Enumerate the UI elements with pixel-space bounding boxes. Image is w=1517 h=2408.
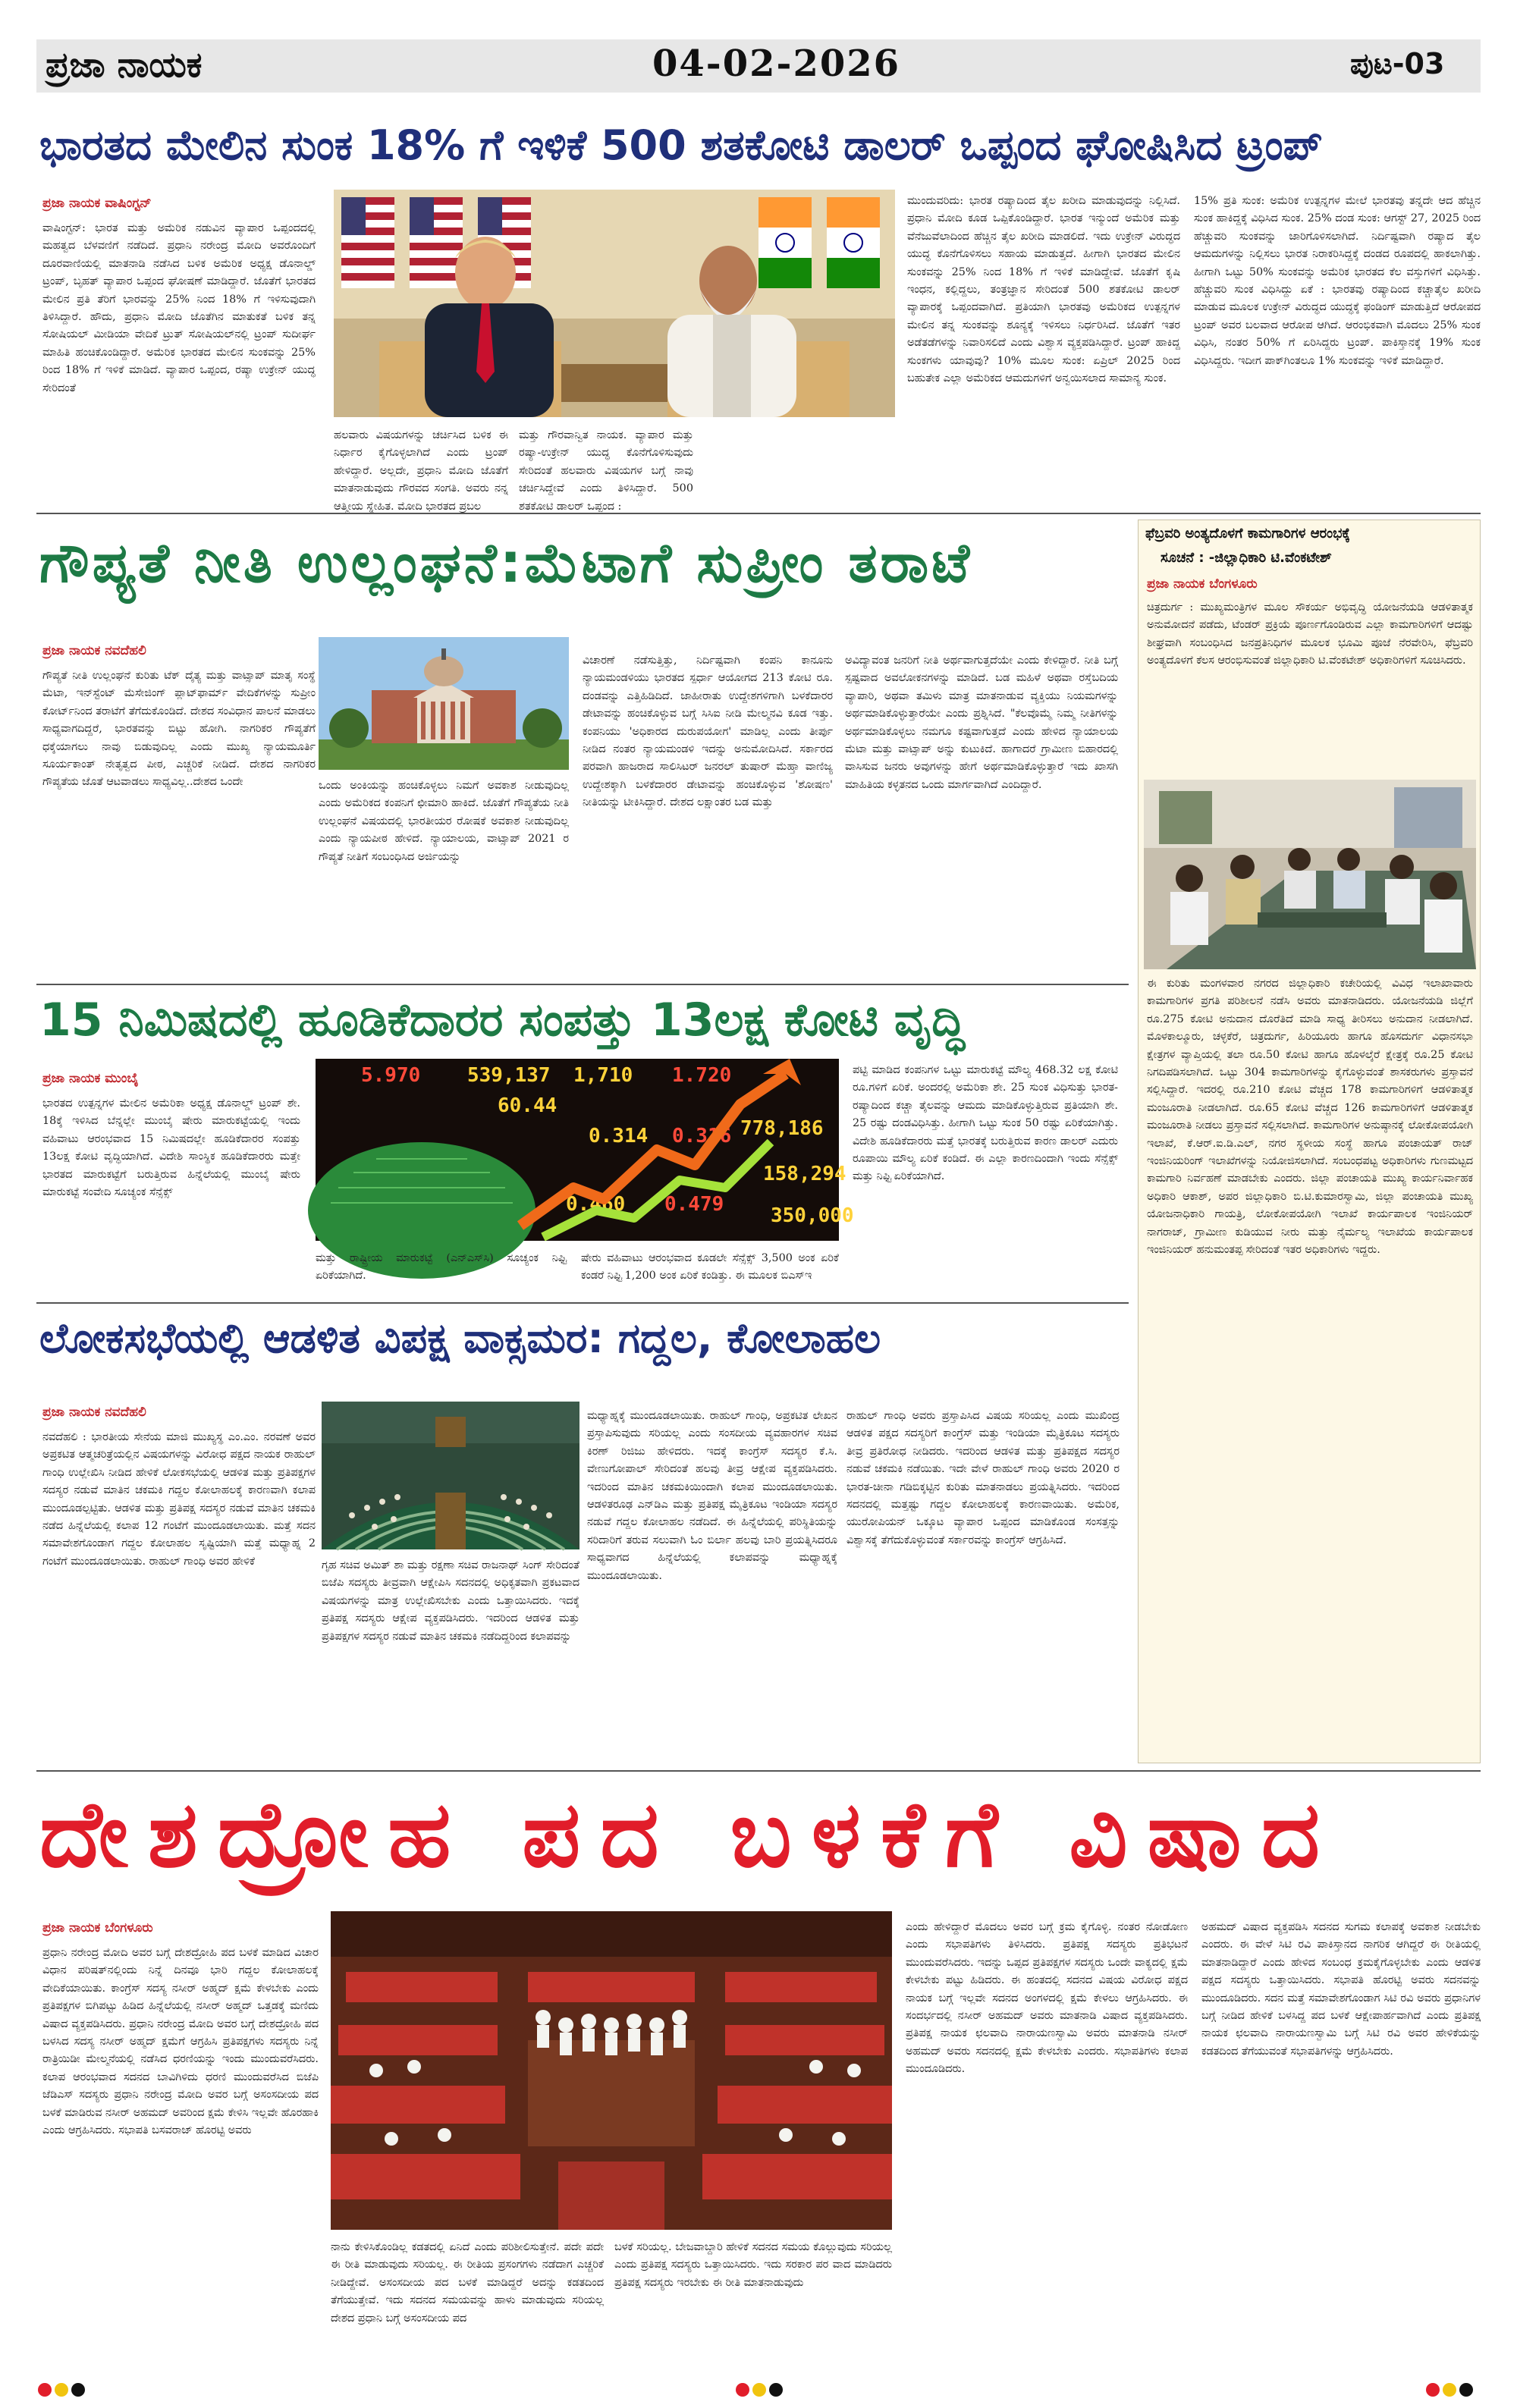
page-number: ಪುಟ-03 [1350, 47, 1445, 80]
divider [36, 984, 1129, 985]
article-sedition-col2: ನಾನು ಕೇಳಿಸಿಕೊಂಡಿಲ್ಲ ಕಡತದಲ್ಲಿ ಏನಿದೆ ಎಂದು ಪರಿಶೀಲಿಸುತ್ತೇನೆ. ಪದೇ ಪದೇ ಈ ರೀತಿ ಮಾಡುವುದು ಸರಿಯಲ್ಲ. ಈ ರೀತಿಯ ಪ್ರಸಂಗಗಳು ನಡೆದಾಗ ಎಚ್ಚರಿಕೆ ನೀಡಿದ್ದೇವೆ. ಅಸಂಸದೀಯ ಪದ ಬಳಕೆ ಮಾಡಿದ್ದರೆ ಅದನ್ನು ಕಡತದಿಂದ ತೆಗೆಯುತ್ತೇವೆ. ಇದು ಸದನದ ಸಮಯವನ್ನು ಹಾಳು ಮಾಡುವುದು ಸರಿಯಲ್ಲ ದೇಶದ ಪ್ರಧಾನಿ ಬಗ್ಗೆ ಅಸಂಸದೀಯ ಪದ [331, 2241, 604, 2325]
ticker-value: 778,186 [740, 1117, 824, 1140]
article-stock-col2: ಮತ್ತು ರಾಷ್ಟ್ರೀಯ ಮಾರುಕಟ್ಟೆ (ಎನ್‌ಎಸ್‌ಸಿ) ಸೂಚ್ಯಂಕ ನಿಫ್ಟಿ ಏರಿಕೆಯಾಗಿದೆ. [316, 1252, 566, 1282]
ticker-value: 0.314 [589, 1125, 649, 1147]
sidebar-text-top: ಚಿತ್ರದುರ್ಗ : ಮುಖ್ಯಮಂತ್ರಿಗಳ ಮೂಲ ಸೌಕರ್ಯ ಅಭಿವೃದ್ಧಿ ಯೋಜನೆಯಡಿ ಆಡಳಿತಾತ್ಮಕ ಅನುಮೋದನೆ ಪಡೆದು, ಟೆಂಡರ್ ಪ್ರಕ್ರಿಯೆ ಪೂರ್ಣಗೊಂಡಿರುವ ಎಲ್ಲಾ ಕಾಮಗಾರಿಗಳಿಗೆ ಆದಷ್ಟು ಶೀಘ್ರವಾಗಿ ಸಂಬಂಧಿಸಿದ ಜನಪ್ರತಿನಿಧಿಗಳ ಮೂಲಕ ಭೂಮಿ ಪೂಜೆ ನೆರವೇರಿಸಿ, ಫೆಬ್ರವರಿ ಅಂತ್ಯದೊಳಗೆ ಕೆಲಸ ಆರಂಭಿಸುವಂತೆ ಜಿಲ್ಲಾಧಿಕಾರಿ ಟಿ.ವೆಂಕಟೇಶ್ ಅಧಿಕಾರಿಗಳಿಗೆ ಸೂಚಿಸಿದರು. [1147, 601, 1473, 667]
article-sedition-col3: ಬಳಕೆ ಸರಿಯಲ್ಲ. ಬೇಜವಾಬ್ದಾರಿ ಹೇಳಿಕೆ ಸದನದ ಸಮಯ ಕೊಲ್ಲುವುದು ಸರಿಯಲ್ಲ ಎಂದು ಪ್ರತಿಪಕ್ಷ ಸದಸ್ಯರು ಒತ್ತಾಯಿಸಿದರು. ಇದು ಸರಕಾರ ಪರ ವಾದ ಮಾಡಿದರು ಪ್ರತಿಪಕ್ಷ ಸದಸ್ಯರು ಇರಬೇಕು ಈ ರೀತಿ ಮಾತನಾಡುವುದು [614, 2241, 892, 2289]
article-sedition-col4: ಎಂದು ಹೇಳಿದ್ದಾರೆ ಮೊದಲು ಅವರ ಬಗ್ಗೆ ಕ್ರಮ ಕೈಗೊಳ್ಳಿ. ನಂತರ ನೋಡೋಣ ಎಂದು ಸಭಾಪತಿಗಳು ತಿಳಿಸಿದರು. ಪ್ರತಿಪಕ್ಷ ಸದಸ್ಯರು ಪ್ರತಿಭಟನೆ ಮುಂದುವರೆಸಿದರು. ಇದನ್ನು ಒಪ್ಪದ ಪ್ರತಿಪಕ್ಷಗಳ ಸದಸ್ಯರು ಒಂದೇ ವಾಕ್ಯದಲ್ಲಿ ಕ್ಷಮೆ ಕೇಳಬೇಕು ಪಟ್ಟು ಹಿಡಿದರು. ಈ ಹಂತದಲ್ಲಿ ಸದನದ ವಿಷಯ ವಿರೋಧ ಪಕ್ಷದ ನಾಯಕ ಬಗ್ಗೆ ಇಲ್ಲವೇ ಸದನದ ಅಂಗಳದಲ್ಲಿ ಕ್ಷಮೆ ಕೇಳಲು ಆಗ್ರಹಿಸಿದರು. ಈ ಸಂದರ್ಭದಲ್ಲಿ ನಸೀರ್ ಅಹಮದ್ ಅವರು ಮಾತನಾಡಿ ವಿಷಾದ ವ್ಯಕ್ತಪಡಿಸಿದರು. ಪ್ರತಿಪಕ್ಷ ನಾಯಕ ಛಲವಾದಿ ನಾರಾಯಣಸ್ವಾಮಿ ಅವರು ಮಾತನಾಡಿ ನಸೀರ್ ಅಹಮದ್ ಅವರು ಸದನದಲ್ಲಿ ಕ್ಷಮೆ ಕೇಳಬೇಕು ಎಂದರು. ಸಭಾಪತಿಗಳು ಕಲಾಪ ಮುಂದೂಡಿದರು. [906, 1921, 1188, 2076]
article-stock-col4: ಪಟ್ಟಿ ಮಾಡಿದ ಕಂಪನಿಗಳ ಒಟ್ಟು ಮಾರುಕಟ್ಟೆ ಮೌಲ್ಯ 468.32 ಲಕ್ಷ ಕೋಟಿ ರೂ.ಗಳಿಗೆ ಏರಿಕೆ. ಅಂದರಲ್ಲಿ ಅಮೆರಿಕಾ ಶೇ. 25 ಸುಂಕ ವಿಧಿಸುತ್ತು ಭಾರತ- ರಷ್ಯಾದಿಂದ ಕಚ್ಚಾ ತೈಲವನ್ನು ಆಮದು ಮಾಡಿಕೊಳ್ಳುತ್ತಿರುವ ಪ್ರತಿಯಾಗಿ ಶೇ. 25 ರಷ್ಟು ದಂಡವಿಧಿಸಿತ್ತು. ಹೀಗಾಗಿ ಒಟ್ಟು ಸುಂಕ 50 ರಷ್ಟು ಏರಿಕೆಯಾಗಿತ್ತು. ವಿದೇಶಿ ಹೂಡಿಕೆದಾರರು ಮತ್ತೆ ಭಾರತಕ್ಕೆ ಬರುತ್ತಿರುವ ಕಾರಣ ಡಾಲರ್ ಎದುರು ರೂಪಾಯಿ ಮೌಲ್ಯ ಏರಿಕೆ ಕಂಡಿದೆ. ಈ ಎಲ್ಲಾ ಕಾರಣದಿಂದಾಗಿ ಇಂದು ಸೆನ್ಸೆಕ್ಸ್ ಮತ್ತು ನಿಫ್ಟಿ ಏರಿಕೆಯಾಗಿದೆ. [853, 1064, 1118, 1183]
headline-loksabha: ಲೋಕಸಭೆಯಲ್ಲಿ ಆಡಳಿತ ವಿಪಕ್ಷ ವಾಕ್ಸಮರ: ಗದ್ದಲ, ಕೋಲಾಹಲ [39, 1314, 881, 1362]
divider [36, 513, 1481, 514]
article-meta-col1: ಗೌಪ್ಯತೆ ನೀತಿ ಉಲ್ಲಂಘನೆ ಕುರಿತು ಟೆಕ್ ದೈತ್ಯ ಮತ್ತು ವಾಟ್ಸಾಪ್ ಮಾತೃ ಸಂಸ್ಥೆ ಮೆಟಾ, ಇನ್‌ಸ್ಟೆಂಟ್ ಮೆಸೇಜಿಂಗ್ ಪ್ಲಾಟ್‌ಫಾರ್ಮ್ ವೇದಿಕೆಗಳನ್ನು ಸುಪ್ರೀಂ ಕೋರ್ಟ್‌ನಿಂದ ತರಾಟೆಗೆ ತೆಗೆದುಕೊಂಡಿದೆ. ದೇಶದ ಸಂವಿಧಾನ ಪಾಲನೆ ಮಾಡಲು ಸಾಧ್ಯವಾಗದಿದ್ದರೆ, ಭಾರತವನ್ನು ಬಿಟ್ಟು ಹೋಗಿ. ನಾಗರಿಕರ ಗೌಪ್ಯತೆಗೆ ಧಕ್ಕೆಯಾಗಲು ನಾವು ಬಿಡುವುದಿಲ್ಲ ಎಂದು ಮುಖ್ಯ ನ್ಯಾಯಮೂರ್ತಿ ಸೂರ್ಯಕಾಂತ್ ನೇತೃತ್ವದ ಪೀಠ, ಎಚ್ಚರಿಕೆ ನೀಡಿದೆ. ದೇಶದ ನಾಗರಿಕರ ಗೌಪ್ಯತೆಯ ಜೊತೆ ಆಟವಾಡಲು ಸಾಧ್ಯವಿಲ್ಲ..ದೇಶದ ಒಂದೇ [42, 670, 316, 789]
article-loksabha-col1: ನವದೆಹಲಿ : ಭಾರತೀಯ ಸೇನೆಯ ಮಾಜಿ ಮುಖ್ಯಸ್ಥ ಎಂ.ಎಂ. ನರವಣೆ ಅವರ ಅಪ್ರಕಟಿತ ಆತ್ಮಚರಿತ್ರೆಯಲ್ಲಿನ ವಿಷಯಗಳನ್ನು ವಿರೋಧ ಪಕ್ಷದ ನಾಯಕ ರಾಹುಲ್ ಗಾಂಧಿ ಉಲ್ಲೇಖಿಸಿ ನೀಡಿದ ಹೇಳಿಕೆ ಲೋಕಸಭೆಯಲ್ಲಿ ಆಡಳಿತ ಮತ್ತು ಪ್ರತಿಪಕ್ಷಗಳ ಸದಸ್ಯರ ನಡುವೆ ಮಾತಿನ ಚಕಮಕಿ ಗದ್ದಲ ಕೋಲಾಹಲಕ್ಕೆ ಕಾರಣವಾಗಿ ಕಲಾಪ ಮುಂದೂಡಲ್ಪಟ್ಟಿತು. ಆಡಳಿತ ಮತ್ತು ಪ್ರತಿಪಕ್ಷ ಸದಸ್ಯರ ನಡುವೆ ಮಾತಿನ ಚಕಮಕಿ ನಡೆದ ಹಿನ್ನೆಲೆಯಲ್ಲಿ ಕಲಾಪ 12 ಗಂಟೆಗೆ ಮುಂದೂಡಲಾಯಿತು. ಮತ್ತೆ ಸದನ ಸಮಾವೇಶಗೊಂಡಾಗ ಗದ್ದಲ ಕೋಲಾಹಲ ಸೃಷ್ಟಿಯಾಗಿ ಮತ್ತೆ ಮಧ್ಯಾಹ್ನ 2 ಗಂಟೆಗೆ ಮುಂದೂಡಲಾಯಿತು. ರಾಹುಲ್ ಗಾಂಧಿ ಅವರ ಹೇಳಿಕೆ [42, 1431, 316, 1568]
article-stock-col1: ಭಾರತದ ಉತ್ಪನ್ನಗಳ ಮೇಲಿನ ಅಮೆರಿಕಾ ಅಧ್ಯಕ್ಷ ಡೊನಾಲ್ಡ್ ಟ್ರಂಪ್ ಶೇ. 18ಕ್ಕೆ ಇಳಿಸಿದ ಬೆನ್ನಲ್ಲೇ ಮುಂಬೈ ಷೇರು ಮಾರುಕಟ್ಟೆಯಲ್ಲಿ ಇಂದು ವಹಿವಾಟು ಆರಂಭವಾದ 15 ನಿಮಿಷದಲ್ಲೇ ಹೂಡಿಕೆದಾರರ ಸಂಪತ್ತು 13ಲಕ್ಷ ಕೋಟಿ ವೃದ್ಧಿಯಾಗಿದೆ. ವಿದೇಶಿ ಸಾಂಸ್ಥಿಕ ಹೂಡಿಕೆದಾರರು ಮತ್ತೇ ಭಾರತದ ಮಾರುಕಟ್ಟೆಗೆ ಬರುತ್ತಿರುವ ಹಿನ್ನೆಲೆಯಲ್ಲಿ ಮುಂಬೈ ಷೇರು ಮಾರುಕಟ್ಟೆ ಸಂವೇದಿ ಸೂಚ್ಯಂಕ ಸೆನ್ಸೆಕ್ಸ್ [42, 1097, 300, 1199]
byline-newdelhi-2: ಪ್ರಜಾ ನಾಯಕ ನವದೆಹಲಿ [42, 1405, 146, 1420]
headline-stock: 15 ನಿಮಿಷದಲ್ಲಿ ಹೂಡಿಕೆದಾರರ ಸಂಪತ್ತು 13ಲಕ್ಷ ಕೋಟಿ ವೃದ್ಧಿ [39, 994, 965, 1047]
article-sedition-col5: ಅಹಮದ್ ವಿಷಾದ ವ್ಯಕ್ತಪಡಿಸಿ ಸದನದ ಸುಗಮ ಕಲಾಪಕ್ಕೆ ಅವಕಾಶ ನೀಡಬೇಕು ಎಂದರು. ಈ ವೇಳೆ ಸಿಟಿ ರವಿ ಪಾಕಿಸ್ತಾನದ ನಾಗರಿಕ ಆಗಿದ್ದರೆ ಈ ರೀತಿಯಲ್ಲಿ ಮಾತನಾಡಿದ್ದಾರೆ ಎಂದು ಹೇಳಿದ ಸಂಬಂಧ ಕ್ರಮಕೈಗೊಳ್ಳಬೇಕು ಎಂದು ಆಡಳಿತ ಪಕ್ಷದ ಸದಸ್ಯರು ಒತ್ತಾಯಿಸಿದರು. ಸಭಾಪತಿ ಹೊರಟ್ಟಿ ಅವರು ಸದನವನ್ನು ಮುಂದೂಡಿದರು. ಸದನ ಮತ್ತೆ ಸಮಾವೇಶಗೊಂಡಾಗ ಸಿಟಿ ರವಿ ಅವರು ಪ್ರಧಾನಿಗಳ ಬಗ್ಗೆ ನೀಡಿದ ಹೇಳಿಕೆ ಬಳಸಿದ್ದ ಪದ ಬಳಕೆ ಆಕ್ಷೇಪಾರ್ಹವಾಗಿದೆ ಎಂದು ಪ್ರತಿಪಕ್ಷ ನಾಯಕ ಛಲವಾದಿ ನಾರಾಯಣಸ್ವಾಮಿ ಬಗ್ಗೆ ಸಿಟಿ ರವಿ ಅವರ ಹೇಳಿಕೆಯನ್ನು ಕಡತದಿಂದ ತೆಗೆಯುವಂತೆ ಸಭಾಪತಿಗಳನ್ನು ಆಗ್ರಹಿಸಿದರು. [1201, 1921, 1481, 2058]
sidebar-title: ಫೆಬ್ರವರಿ ಅಂತ್ಯದೊಳಗೆ ಕಾಮಗಾರಿಗಳ ಆರಂಭಕ್ಕೆ [1145, 526, 1350, 542]
byline-washington: ಪ್ರಜಾ ನಾಯಕ ವಾಷಿಂಗ್ಟನ್ [42, 196, 152, 211]
ticker-value: 0.460 [566, 1193, 626, 1216]
registration-marks-left [38, 2383, 88, 2400]
issue-date: 04-02-2026 [652, 42, 901, 85]
ticker-value: 60.44 [498, 1094, 557, 1117]
newspaper-name: ಪ್ರಜಾ ನಾಯಕ [46, 44, 203, 85]
divider [36, 1770, 1481, 1772]
ticker-value: 1.720 [672, 1064, 732, 1087]
photo-stock-market [316, 1059, 854, 1241]
article-sedition-col1: ಪ್ರಧಾನಿ ನರೇಂದ್ರ ಮೋದಿ ಅವರ ಬಗ್ಗೆ ದೇಶದ್ರೋಹಿ ಪದ ಬಳಕೆ ಮಾಡಿದ ವಿಚಾರ ವಿಧಾನ ಪರಿಷತ್‌ನಲ್ಲಿಂದು ನಿನ್ನೆ ದಿನವೂ ಭಾರಿ ಗದ್ದಲ ಕೋಲಾಹಲಕ್ಕೆ ವೇದಿಕೆಯಾಯಿತು. ಕಾಂಗ್ರೆಸ್ ಸದಸ್ಯ ನಸೀರ್ ಅಹ್ಮದ್ ಕ್ಷಮೆ ಕೇಳಬೇಕು ಎಂದು ಪ್ರತಿಪಕ್ಷಗಳ ಬಿಗಿಪಟ್ಟು ಹಿಡಿದ ಹಿನ್ನೆಲೆಯಲ್ಲಿ ನಸೀರ್ ಅಹ್ಮದ್ ಒತ್ತಡಕ್ಕೆ ಮಣಿದು ವಿಷಾದ ವ್ಯಕ್ತಪಡಿಸಿದರು. ಪ್ರಧಾನಿ ನರೇಂದ್ರ ಮೋದಿ ಅವರ ಬಗ್ಗೆ ದೇಶದ್ರೋಹಿ ಪದ ಬಳಸಿದ ಸದಸ್ಯ ನಸೀರ್ ಅಹ್ಮದ್ ಕ್ಷಮೆಗೆ ಆಗ್ರಹಿಸಿ ಪ್ರತಿಪಕ್ಷಗಳು ಸದಸ್ಯರು ನಿನ್ನೆ ರಾತ್ರಿಯಿಡೀ ಮೇಲ್ಮನೆಯಲ್ಲಿ ನಡೆಸಿದ ಧರಣಿಯನ್ನು ಇಂದು ಮುಂದುವರೆಸಿದರು. ಕಲಾಪ ಆರಂಭವಾದ ಸದನದ ಬಾವಿಗಿಳಿದು ಧರಣಿ ಮುಂದುವರೆಸಿದ ಬಿಜೆಪಿ ಜೆಡಿಎಸ್ ಸದಸ್ಯರು ಪ್ರಧಾನಿ ನರೇಂದ್ರ ಮೋದಿ ಅವರ ಬಗ್ಗೆ ಅಸಂಸದೀಯ ಪದ ಬಳಕೆ ಮಾಡಿರುವ ನಸೀರ್ ಅಹಮದ್ ಅವರಿಂದ ಕ್ಷಮೆ ಕೇಳಿಸಿ ಇಲ್ಲವೇ ಹೊರಹಾಕಿ ಎಂದು ಆಗ್ರಹಿಸಿದರು. ಸಭಾಪತಿ ಬಸವರಾಜ್ ಹೊರಟ್ಟಿ ಅವರು [42, 1947, 319, 2137]
article-loksabha-col3: ಮಧ್ಯಾಹ್ನಕ್ಕೆ ಮುಂದೂಡಲಾಯಿತು. ರಾಹುಲ್ ಗಾಂಧಿ, ಅಪ್ರಕಟಿತ ಲೇಖನ ಪ್ರಸ್ತಾಪಿಸುವುದು ಸರಿಯಲ್ಲ ಎಂದು ಸಂಸದೀಯ ವ್ಯವಹಾರಗಳ ಸಚಿವ ಕಿರಣ್ ರಿಜಿಜು ಹೇಳಿದರು. ಇದಕ್ಕೆ ಕಾಂಗ್ರೆಸ್ ಸದಸ್ಯರ ಕೆ.ಸಿ. ವೇಣುಗೋಪಾಲ್ ಸೇರಿದಂತೆ ಹಲವು ತೀವ್ರ ಆಕ್ಷೇಪ ವ್ಯಕ್ತಪಡಿಸಿದರು. ಇದರಿಂದ ಮಾತಿನ ಚಕಮಕಿಯಿಂದಾಗಿ ಕಲಾಪ ಮುಂದೂಡಲಾಯಿತು. ಆಡಳಿತರೂಢ ಎನ್‌ಡಿಎ ಮತ್ತು ಪ್ರತಿಪಕ್ಷ ಮೈತ್ರಿಕೂಟ ಇಂಡಿಯಾ ಸದಸ್ಯರ ನಡುವೆ ಗದ್ದಲ ಕೋಲಾಹಲ ನಡೆದಿದೆ. ಈ ಹಿನ್ನೆಲೆಯಲ್ಲಿ ಪರಿಸ್ಥಿತಿಯನ್ನು ಸರಿದಾರಿಗೆ ತರುವ ಸಲುವಾಗಿ ಓಂ ಬಿರ್ಲಾ ಹಲವು ಬಾರಿ ಪ್ರಯತ್ನಿಸಿದರೂ ಸಾಧ್ಯವಾಗದ ಹಿನ್ನೆಲೆಯಲ್ಲಿ ಕಲಾಪವನ್ನು ಮಧ್ಯಾಹ್ನಕ್ಕೆ ಮುಂದೂಡಲಾಯಿತು. [587, 1410, 837, 1582]
sidebar-text-bottom: ಈ ಕುರಿತು ಮಂಗಳವಾರ ನಗರದ ಜಿಲ್ಲಾಧಿಕಾರಿ ಕಚೇರಿಯಲ್ಲಿ ವಿವಿಧ ಇಲಾಖಾವಾರು ಕಾಮಗಾರಿಗಳ ಪ್ರಗತಿ ಪರಿಶೀಲನೆ ನಡೆಸಿ ಅವರು ಮಾತನಾಡಿದರು. ಯೋಜನೆಯಡಿ ಜಿಲ್ಲೆಗೆ ರೂ.275 ಕೋಟಿ ಅನುದಾನ ದೊರೆತಿದೆ ಮಾಡಿ ಸಾಧ್ಯ ತೀರಿಸಲು ಅನುದಾನ ನೀಡಲಾಗಿದೆ. ಮೊಳಕಾಲ್ಮೂರು, ಚಳ್ಳಕೆರೆ, ಚಿತ್ರದುರ್ಗ, ಹಿರಿಯೂರು ಹಾಗೂ ಹೊಸದುರ್ಗ ವಿಧಾನಸಭಾ ಕ್ಷೇತ್ರಗಳ ವ್ಯಾಪ್ತಿಯಲ್ಲಿ ತಲಾ ರೂ.50 ಕೋಟಿ ಹಾಗೂ ಹೊಳಲ್ಕೆರೆ ಕ್ಷೇತ್ರಕ್ಕೆ ರೂ.25 ಕೋಟಿ ನಿಗದಿಪಡಿಸಲಾಗಿದೆ. ಒಟ್ಟು 304 ಕಾಮಗಾರಿಗಳನ್ನು ಕೈಗೊಳ್ಳುವಂತೆ ಶಾಸಕರುಗಳು ಪ್ರಸ್ತಾವನೆ ಸಲ್ಲಿಸಿದ್ದಾರೆ. ಇದರಲ್ಲಿ ರೂ.210 ಕೋಟಿ ವೆಚ್ಚದ 178 ಕಾಮಗಾರಿಗಳಿಗೆ ಆಡಳಿತಾತ್ಮಕ ಮಂಜೂರಾತಿ ನೀಡಲಾಗಿದೆ. ರೂ.65 ಕೋಟಿ ವೆಚ್ಚದ 126 ಕಾಮಗಾರಿಗಳಿಗೆ ಆಡಳಿತಾತ್ಮಕ ಮಂಜೂರಾತಿ ನೀಡಲು ಪ್ರಸ್ತಾವನೆ ಸಲ್ಲಿಸಲಾಗಿದೆ. ಕಾಮಗಾರಿಗಳ ಅನುಷ್ಠಾನಕ್ಕೆ ಲೋಕೋಪಯೋಗಿ ಇಲಾಖೆ, ಕೆ.ಆರ್.ಐ.ಡಿ.ಎಲ್, ನಗರ ಸ್ಥಳೀಯ ಸಂಸ್ಥೆ ಹಾಗೂ ಪಂಚಾಯತ್ ರಾಜ್ ಇಂಜಿನಿಯರಿಂಗ್ ಇಲಾಖೆಗಳನ್ನು ನಿಯೋಜಿಸಲಾಗಿದೆ. ಸಂಬಂಧಪಟ್ಟ ಅಧಿಕಾರಿಗಳು ಗುಣಮಟ್ಟದ ಕಾಮಗಾರಿ ನಿರ್ವಹಣೆ ಮಾಡಬೇಕು ಎಂದರು. ಜಿಲ್ಲಾ ಪಂಚಾಯತಿ ಮುಖ್ಯ ಕಾರ್ಯನಿರ್ವಾಹಕ ಅಧಿಕಾರಿ ಆಕಾಶ್, ಅಪರ ಜಿಲ್ಲಾಧಿಕಾರಿ ಬಿ.ಟಿ.ಕುಮಾರಸ್ವಾಮಿ, ಜಿಲ್ಲಾ ಪಂಚಾಯತಿ ಮುಖ್ಯ ಯೋಜನಾಧಿಕಾರಿ ಗಾಯತ್ರಿ, ಲೋಕೋಪಯೋಗಿ ಇಲಾಖೆ ಕಾರ್ಯಪಾಲಕ ಇಂಜಿನಿಯರ್ ನಾಗರಾಜ್, ಗ್ರಾಮೀಣ ಕುಡಿಯುವ ನೀರು ಮತ್ತು ನೈರ್ಮಲ್ಯ ಇಲಾಖೆಯ ಕಾರ್ಯಪಾಲಕ ಇಂಜಿನಿಯರ್ ಹನುಮಂತಪ್ಪ ಸೇರಿದಂತೆ ಇತರ ಅಧಿಕಾರಿಗಳು ಇದ್ದರು. [1147, 978, 1473, 1257]
article-tariff-col1: ವಾಷಿಂಗ್ಟನ್: ಭಾರತ ಮತ್ತು ಅಮೆರಿಕ ನಡುವಿನ ವ್ಯಾಪಾರ ಒಪ್ಪಂದದಲ್ಲಿ ಮಹತ್ವದ ಬೆಳವಣಿಗೆ ನಡೆದಿದೆ. ಪ್ರಧಾನಿ ನರೇಂದ್ರ ಮೋದಿ ಅವರೊಂದಿಗೆ ದೂರವಾಣಿಯಲ್ಲಿ ಮಾತನಾಡಿ ನಡೆಸಿದ ಬಳಿಕ ಅಮೆರಿಕ ಅಧ್ಯಕ್ಷ ಡೊನಾಲ್ಡ್ ಟ್ರಂಪ್, ಬೃಹತ್ ವ್ಯಾಪಾರ ಒಪ್ಪಂದ ಘೋಷಣೆ ಮಾಡಿದ್ದಾರೆ. ಜೊತೆಗೆ ಭಾರತದ ಮೇಲಿನ ಪ್ರತಿ ತೆರಿಗೆ ಭಾರವನ್ನು 25% ನಿಂದ 18% ಗೆ ಇಳಿಸುವುದಾಗಿ ತಿಳಿಸಿದ್ದಾರೆ. ಹೌದು, ಪ್ರಧಾನಿ ಮೋದಿ ಜೊತೆಗಿನ ಮಾತುಕತೆ ಬಳಿಕ ತನ್ನ ಸೋಷಿಯಲ್ ಮೀಡಿಯಾ ವೇದಿಕೆ ಟ್ರುತ್ ಸೋಷಿಯಲ್‌ನಲ್ಲಿ ಟ್ರಂಪ್ ಸುದೀರ್ಘ ಮಾಹಿತಿ ಹಂಚಿಕೊಂಡಿದ್ದಾರೆ. ಅಮೆರಿಕ ಭಾರತದ ಮೇಲಿನ ಸುಂಕವನ್ನು 25% ರಿಂದ 18% ಗೆ ಇಳಿಕೆ ಮಾಡಿದೆ. ವ್ಯಾಪಾರ ಒಪ್ಪಂದ, ರಷ್ಯಾ ಉಕ್ರೇನ್ ಯುದ್ಧ ಸೇರಿದಂತೆ [42, 222, 316, 394]
ticker-value: 0.316 [672, 1125, 732, 1147]
ticker-value: 5.970 [361, 1064, 421, 1087]
photo-district-meeting [1144, 780, 1476, 969]
article-meta-col4: ಅವಿದ್ಯಾವಂತ ಜನರಿಗೆ ನೀತಿ ಅರ್ಥವಾಗುತ್ತದೆಯೇ ಎಂದು ಕೇಳಿದ್ದಾರೆ. ನೀತಿ ಬಗ್ಗೆ ಸ್ಪಷ್ಟವಾದ ಅವಲೋಕನಗಳನ್ನು ಮಾಡಿದೆ. ಬಡ ಮಹಿಳೆ ಅಥವಾ ರಸ್ತೆಬದಿಯ ವ್ಯಾಪಾರಿ, ಅಥವಾ ತಮಿಳು ಮಾತ್ರ ಮಾತನಾಡುವ ವ್ಯಕ್ತಿಯು ನಿಯಮಗಳನ್ನು ಅರ್ಥಮಾಡಿಕೊಳ್ಳುತ್ತಾರೆಯೇ ಎಂದು ಪ್ರಶ್ನಿಸಿದೆ. "ಕೆಲವೊಮ್ಮೆ ನಿಮ್ಮ ನೀತಿಗಳನ್ನು ಅರ್ಥಮಾಡಿಕೊಳ್ಳಲು ನಮಗೂ ಕಷ್ಟವಾಗುತ್ತದೆ ಎಂದು ಹೇಳಿದ ನ್ಯಾಯಾಲಯ ಮೆಟಾ ಮತ್ತು ವಾಟ್ಸಾಪ್ ಅನ್ನು ಕುಟುಕಿದೆ. ಹಾಗಾದರೆ ಗ್ರಾಮೀಣ ಬಿಹಾರದಲ್ಲಿ ವಾಸಿಸುವ ಜನರು ಅವುಗಳನ್ನು ಹೇಗೆ ಅರ್ಥಮಾಡಿಕೊಳ್ಳುತ್ತಾರೆ ಇದು ಖಾಸಗಿ ಮಾಹಿತಿಯ ಕಳ್ಳತನದ ಒಂದು ಮಾರ್ಗವಾಗಿದೆ ಎಂದಿದ್ದಾರೆ. [845, 655, 1118, 791]
ticker-value: 158,294 [763, 1163, 846, 1185]
article-meta-col3: ವಿಚಾರಣೆ ನಡೆಸುತ್ತಿತ್ತು, ನಿರ್ದಿಷ್ಟವಾಗಿ ಕಂಪನಿ ಕಾನೂನು ನ್ಯಾಯಮಂಡಳಿಯು ಭಾರತದ ಸ್ಪರ್ಧಾ ಆಯೋಗದ 213 ಕೋಟಿ ರೂ. ದಂಡವನ್ನು ಎತ್ತಿಹಿಡಿದಿದೆ. ಜಾಹೀರಾತು ಉದ್ದೇಶಗಳಿಗಾಗಿ ಬಳಕೆದಾರರ ಡೇಟಾವನ್ನು ಹಂಚಿಕೊಳ್ಳುವ ಬಗ್ಗೆ ಸಿಸಿಐ ನೀಡಿ ಮೇಲ್ಮನವಿ ಕೂಡ ಇತ್ತು. ಕಂಪನಿಯು 'ಅಧಿಕಾರದ ದುರುಪಯೋಗ' ಮಾಡಿಲ್ಲ ಎಂದು ತೀರ್ಪು ನೀಡಿದ ನಂತರ ನ್ಯಾಯಮಂಡಳಿ ಇದನ್ನು ಅನುಮೋದಿಸಿದೆ. ಸರ್ಕಾರದ ಪರವಾಗಿ ಹಾಜರಾದ ಸಾಲಿಸಿಟರ್ ಜನರಲ್ ತುಷಾರ್ ಮೆಹ್ತಾ ವಾಣಿಜ್ಯ ಉದ್ದೇಶಕ್ಕಾಗಿ ಬಳಕೆದಾರರ ಡೇಟಾವನ್ನು ಹಂಚಿಕೊಳ್ಳುವ 'ಶೋಷಣ' ನೀತಿಯನ್ನು ಟೀಕಿಸಿದ್ದಾರೆ. ದೇಶದ ಲಕ್ಷಾಂತರ ಬಡ ಮತ್ತು [583, 655, 833, 809]
photo-trump-modi [334, 190, 895, 417]
sidebar-subtitle: ಸೂಚನೆ : -ಜಿಲ್ಲಾಧಿಕಾರಿ ಟಿ.ವೆಂಕಟೇಶ್ [1161, 550, 1332, 566]
headline-sedition: ದೇಶದ್ರೋಹ ಪದ ಬಳಕೆಗೆ ವಿಷಾದ [39, 1782, 1340, 1888]
article-tariff-col4: ಮುಂದುವರಿದು: ಭಾರತ ರಷ್ಯಾದಿಂದ ತೈಲ ಖರೀದಿ ಮಾಡುವುದನ್ನು ನಿಲ್ಲಿಸಿದೆ. ಪ್ರಧಾನಿ ಮೋದಿ ಕೂಡ ಒಪ್ಪಿಕೊಂಡಿದ್ದಾರೆ. ಭಾರತ ಇನ್ಮುಂದೆ ಅಮೆರಿಕ ಮತ್ತು ವೆನೆಜುವೆಲಾದಿಂದ ಹೆಚ್ಚಿನ ತೈಲ ಖರೀದಿ ಮಾಡಲಿದೆ. ಇದು ಉಕ್ರೇನ್ ವಿರುದ್ಧದ ಯುದ್ಧ ಕೊನೆಗೊಳಿಸಲು ಸಹಾಯ ಮಾಡುತ್ತದೆ. ಹೀಗಾಗಿ ಭಾರತದ ಮೇಲಿನ ಸುಂಕವನ್ನು 25% ನಿಂದ 18% ಗೆ ಇಳಿಕೆ ಮಾಡಿದ್ದೇವೆ. ಜೊತೆಗೆ ಕೃಷಿ ಇಂಧನ, ಕಲ್ಲಿದ್ದಲು, ತಂತ್ರಜ್ಞಾನ ಸೇರಿದಂತೆ 500 ಶತಕೋಟಿ ಡಾಲರ್ ವ್ಯಾಪಾರಕ್ಕೆ ಒಪ್ಪಂದವಾಗಿದೆ. ಪ್ರತಿಯಾಗಿ ಭಾರತವು ಅಮೆರಿಕದ ಉತ್ಪನ್ನಗಳ ಮೇಲಿನ ತನ್ನ ಸುಂಕವನ್ನು ಶೂನ್ಯಕ್ಕೆ ಇಳಿಸಲು ನಿರ್ಧರಿಸಿದೆ. ಜೊತೆಗೆ ಇತರ ಅಡೆತಡೆಗಳನ್ನು ನಿವಾರಿಸಲಿದೆ ಎಂದು ವಿಶ್ವಾಸ ವ್ಯಕ್ತಪಡಿಸಿದ್ದಾರೆ. ಟ್ರಂಪ್ ಹಾಕಿದ್ದ ಸುಂಕಗಳು ಯಾವುವು? 10% ಮೂಲ ಸುಂಕ: ಏಪ್ರಿಲ್ 2025 ರಿಂದ ಬಹುತೇಕ ಎಲ್ಲಾ ಅಮೆರಿಕದ ಆಮದುಗಳಿಗೆ ಅನ್ವಯಿಸಲಾದ ಸಾಮಾನ್ಯ ಸುಂಕ. [907, 195, 1180, 385]
article-tariff-col2: ಹಲವಾರು ವಿಷಯಗಳನ್ನು ಚರ್ಚಿಸಿದ ಬಳಿಕ ಈ ನಿರ್ಧಾರ ಕೈಗೊಳ್ಳಲಾಗಿದೆ ಎಂದು ಟ್ರಂಪ್ ಹೇಳಿದ್ದಾರೆ. ಅಲ್ಲದೇ, ಪ್ರಧಾನಿ ಮೋದಿ ಜೊತೆಗೆ ಮಾತನಾಡುವುದು ಗೌರವದ ಸಂಗತಿ. ಅವರು ನನ್ನ ಆತ್ಮೀಯ ಸ್ನೇಹಿತ. ಮೋದಿ ಭಾರತದ ಪ್ರಬಲ [334, 429, 508, 513]
article-loksabha-col2: ಗೃಹ ಸಚಿವ ಅಮಿತ್ ಶಾ ಮತ್ತು ರಕ್ಷಣಾ ಸಚಿವ ರಾಜನಾಥ್ ಸಿಂಗ್ ಸೇರಿದಂತೆ ಬಿಜೆಪಿ ಸದಸ್ಯರು ತೀವ್ರವಾಗಿ ಆಕ್ಷೇಪಿಸಿ ಸದನದಲ್ಲಿ ಅಧಿಕೃತವಾಗಿ ಪ್ರಕಟವಾದ ವಿಷಯಗಳನ್ನು ಮಾತ್ರ ಉಲ್ಲೇಖಿಸಬೇಕು ಎಂದು ಒತ್ತಾಯಿಸಿದರು. ಇದಕ್ಕೆ ಪ್ರತಿಪಕ್ಷ ಸದಸ್ಯರು ಆಕ್ಷೇಪ ವ್ಯಕ್ತಪಡಿಸಿದರು. ಇದರಿಂದ ಆಡಳಿತ ಮತ್ತು ಪ್ರತಿಪಕ್ಷಗಳ ಸದಸ್ಯರ ನಡುವೆ ಮಾತಿನ ಚಕಮಕಿ ನಡೆದಿದ್ದರಿಂದ ಕಲಾಪವನ್ನು [322, 1559, 579, 1643]
headline-tariff: ಭಾರತದ ಮೇಲಿನ ಸುಂಕ 18% ಗೆ ಇಳಿಕೆ 500 ಶತಕೋಟಿ ಡಾಲರ್ ಒಪ್ಪಂದ ಘೋಷಿಸಿದ ಟ್ರಂಪ್ [39, 121, 1323, 169]
byline-mumbai: ಪ್ರಜಾ ನಾಯಕ ಮುಂಬೈ [42, 1071, 139, 1086]
byline-bengaluru: ಪ್ರಜಾ ನಾಯಕ ಬೆಂಗಳೂರು [42, 1920, 153, 1936]
registration-marks-center [736, 2383, 786, 2400]
article-meta-col2: ಒಂದು ಅಂಕಿಯನ್ನು ಹಂಚಿಕೊಳ್ಳಲು ನಿಮಗೆ ಅವಕಾಶ ನೀಡುವುದಿಲ್ಲ ಎಂದು ಅಮೆರಿಕದ ಕಂಪನಿಗೆ ಛೀಮಾರಿ ಹಾಕಿದೆ. ಜೊತೆಗೆ ಗೌಪ್ಯತೆಯ ನೀತಿ ಉಲ್ಲಂಘನೆ ವಿಷಯದಲ್ಲಿ ಭಾರತೀಯರ ರೋಷಕೆ ಅವಕಾಶ ನೀಡುವುದಿಲ್ಲ ಎಂದು ನ್ಯಾಯಪೀಠ ಹೇಳಿದೆ. ನ್ಯಾಯಾಲಯ, ವಾಟ್ಸಾಪ್ 2021 ರ ಗೌಪ್ಯತೆ ನೀತಿಗೆ ಸಂಬಂಧಿಸಿದ ಅರ್ಜಿಯನ್ನು [319, 780, 569, 863]
byline-newdelhi: ಪ್ರಜಾ ನಾಯಕ ನವದೆಹಲಿ [42, 643, 146, 658]
ticker-value: 0.479 [664, 1193, 724, 1216]
ticker-value: 539,137 [467, 1064, 551, 1087]
article-tariff-col5: 15% ಪ್ರತಿ ಸುಂಕ: ಅಮೆರಿಕ ಉತ್ಪನ್ನಗಳ ಮೇಲೆ ಭಾರತವು ತನ್ನದೇ ಆದ ಹೆಚ್ಚಿನ ಸುಂಕ ಹಾಕಿದ್ದಕ್ಕೆ ವಿಧಿಸಿದ ಸುಂಕ. 25% ದಂಡ ಸುಂಕ: ಆಗಸ್ಟ್ 27, 2025 ರಿಂದ ಹೆಚ್ಚುವರಿ ಸುಂಕವನ್ನು ಜಾರಿಗೊಳಿಸಲಾಗಿದೆ. ನಿರ್ದಿಷ್ಟವಾಗಿ ರಷ್ಯಾದ ತೈಲ ಆಮದುಗಳನ್ನು ನಿಲ್ಲಿಸಲು ಭಾರತ ನಿರಾಕರಿಸಿದ್ದಕ್ಕೆ ದಂಡದ ರೂಪದಲ್ಲಿ ಹಾಕಲಾಗಿತ್ತು. ಹೀಗಾಗಿ ಒಟ್ಟು 50% ಸುಂಕವನ್ನು ಅಮೆರಿಕ ಭಾರತದ ಕೆಲ ವಸ್ತುಗಳಿಗೆ ವಿಧಿಸಿತ್ತು. ಹೆಚ್ಚುವರಿ ಸುಂಕ ವಿಧಿಸಿದ್ದು ಏಕೆ : ಭಾರತವು ರಷ್ಯಾದಿಂದ ಕಚ್ಚಾತೈಲ ಖರೀದಿ ಮಾಡುವ ಮೂಲಕ ಉಕ್ರೇನ್ ವಿರುದ್ಧದ ಯುದ್ಧಕ್ಕೆ ಫಂಡಿಂಗ್ ಮಾಡುತ್ತಿದೆ ಆರೋಪದ ಟ್ರಂಪ್ ಅವರ ಬಲವಾದ ಆರೋಪ ಆಗಿದೆ. ಆರಂಭಿಕವಾಗಿ ಮೊದಲು 25% ಸುಂಕ ವಿಧಿಸಿ, ನಂತರ 50% ಗೆ ಏರಿಸಿದ್ದರು ಟ್ರಂಪ್. ಪಾಕಿಸ್ತಾನಕ್ಕೆ 19% ಸುಂಕ ವಿಧಿಸಿದ್ದರು. ಇದೀಗ ಪಾಕ್‌ಗಿಂತಲೂ 1% ಸುಂಕವನ್ನು ಇಳಿಕೆ ಮಾಡಿದ್ದಾರೆ. [1194, 195, 1481, 367]
article-tariff-col3: ಮತ್ತು ಗೌರವಾನ್ವಿತ ನಾಯಕ. ವ್ಯಾಪಾರ ಮತ್ತು ರಷ್ಯಾ-ಉಕ್ರೇನ್ ಯುದ್ಧ ಕೊನೆಗೊಳಿಸುವುದು ಸೇರಿದಂತೆ ಹಲವಾರು ವಿಷಯಗಳ ಬಗ್ಗೆ ನಾವು ಚರ್ಚಿಸಿದ್ದೇವೆ ಎಂದು ತಿಳಿಸಿದ್ದಾರೆ. 500 ಶತಕೋಟಿ ಡಾಲರ್ ಒಪ್ಪಂದ : [519, 429, 693, 513]
photo-supreme-court [319, 637, 569, 770]
divider [36, 1302, 1129, 1304]
headline-meta: ಗೌಪ್ಯತೆ ನೀತಿ ಉಲ್ಲಂಘನೆ:ಮೆಟಾಗೆ ಸುಪ್ರೀಂ ತರಾಟೆ [39, 531, 973, 595]
photo-lok-sabha [322, 1402, 579, 1549]
photo-council-house [331, 1911, 892, 2230]
article-loksabha-col4: ರಾಹುಲ್ ಗಾಂಧಿ ಅವರು ಪ್ರಸ್ತಾಪಿಸಿದ ವಿಷಯ ಸರಿಯಲ್ಲ ಎಂದು ಮುಖಿಂದ್ರ ಆಡಳಿತ ಪಕ್ಷದ ಸದಸ್ಯರಿಗೆ ಕಾಂಗ್ರೆಸ್ ಮತ್ತು ಇಂಡಿಯಾ ಮೈತ್ರಿಕೂಟ ಸದಸ್ಯರು ತೀವ್ರ ಪ್ರತಿರೋಧ ನೀಡಿದರು. ಇದರಿಂದ ಆಡಳಿತ ಮತ್ತು ಪ್ರತಿಪಕ್ಷದ ಸದಸ್ಯರ ನಡುವೆ ಚಕಮಕಿ ನಡೆಯಿತು. ಇದೇ ವೇಳೆ ರಾಹುಲ್ ಗಾಂಧಿ ಅವರು 2020 ರ ಭಾರತ-ಚೀನಾ ಗಡಿಬಿಕ್ಕಟ್ಟಿನ ಕುರಿತು ಮಾತನಾಡಲು ಪ್ರಯತ್ನಿಸಿದರು. ಇದರಿಂದ ಸದನದಲ್ಲಿ ಮತ್ತಷ್ಟು ಗದ್ದಲ ಕೋಲಾಹಲಕ್ಕೆ ಕಾರಣವಾಯಿತು. ಅಮೆರಿಕ, ಯುರೋಪಿಯನ್ ಒಕ್ಕೂಟ ವ್ಯಾಪಾರ ಒಪ್ಪಂದ ಮಾಡಿಕೊಂಡ ಸಂಸತ್ತನ್ನು ವಿಶ್ವಾಸಕ್ಕೆ ತೆಗೆದುಕೊಳ್ಳುವಂತೆ ಸರ್ಕಾರವನ್ನು ಕಾಂಗ್ರೆಸ್ ಆಗ್ರಹಿಸಿದೆ. [846, 1410, 1120, 1546]
registration-marks-right [1426, 2383, 1476, 2400]
byline-bengaluru-sidebar: ಪ್ರಜಾ ನಾಯಕ ಬೆಂಗಳೂರು [1147, 576, 1258, 592]
article-stock-col3: ಷೇರು ವಹಿವಾಟು ಆರಂಭವಾದ ಕೂಡಲೇ ಸೆನ್ಸೆಕ್ಸ್ 3,500 ಅಂಕ ಏರಿಕೆ ಕಂಡರೆ ನಿಫ್ಟಿ 1,200 ಅಂಕ ಏರಿಕೆ ಕಂಡಿತ್ತು. ಈ ಮೂಲಕ ಬಿಎಸ್‌ಇ [581, 1252, 839, 1282]
ticker-value: 350,000 [771, 1204, 854, 1227]
ticker-value: 1,710 [573, 1064, 633, 1087]
